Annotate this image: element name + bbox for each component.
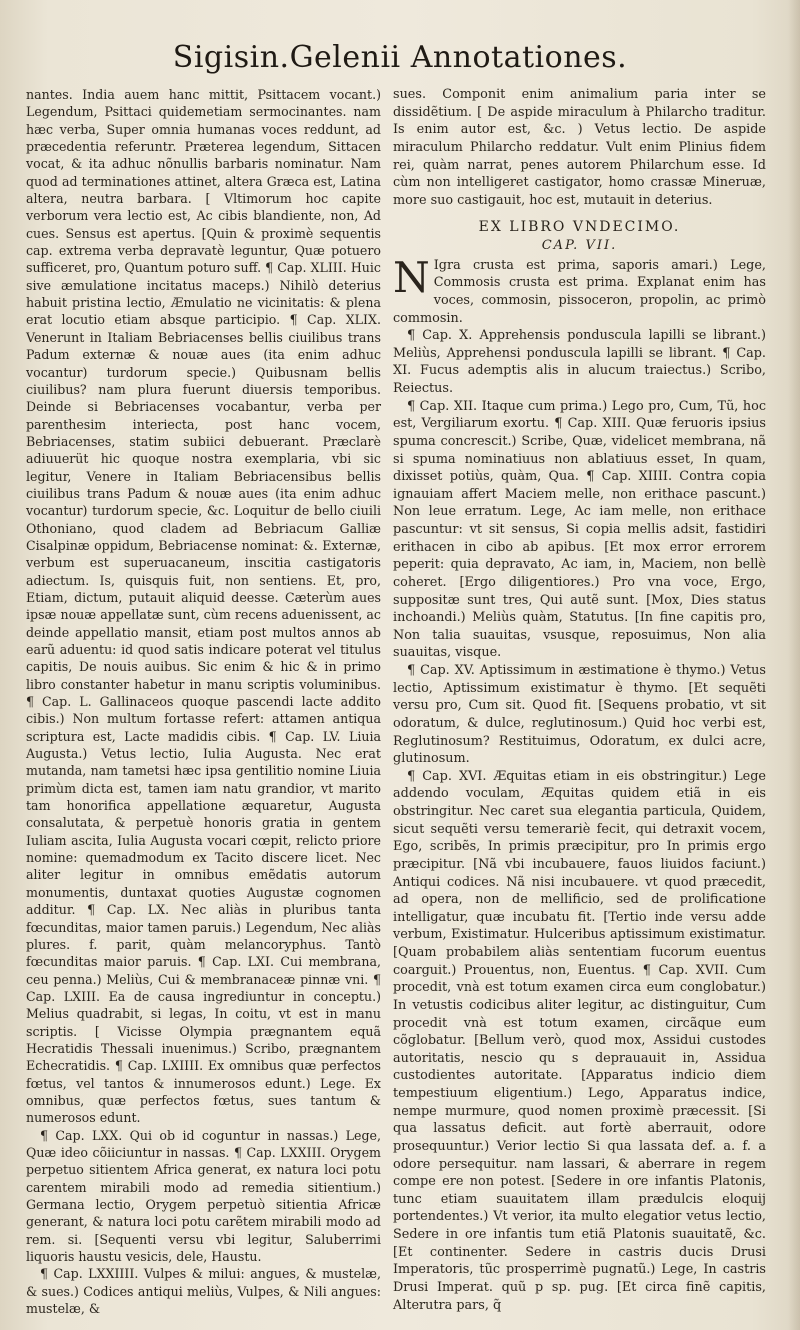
left-column — [26, 86, 381, 1317]
paragraph: ¶ Cap. LXX. Qui ob id coguntur in nassas.) Lege, Quæ ideo cõiiciuntur in nassas. ¶ Cap. LXXIII. Orygem perpetuo sitientem Africa generat, ex natura loci potu carentem mirabili modo ad remedia sitientium.) Germana lectio, Orygem perpetuò sitientia Africæ generant, & natura loci potu carẽtem mirabili modo ad rem. si. [Sequenti versu vbi legitur, Saluberrimi liquoris haustu vesicis, dele, Haustu. — [26, 1127, 381, 1265]
paragraph: ¶ Cap. XVI. Æquitas etiam in eis obstringitur.) Lege addendo voculam, Æquitas quidem etiã in eis obstringitur. Nec caret sua elegantia particula, Quidem, sicut sequẽti versu temerariè fecit, qui detraxit vocem, Ego, scribẽs, In primis præcipitur, pro In primis ergo præcipitur. [Nã vbi incubauere, fauos liuidos faciunt.) Antiqui codices. Nã nisi incubauere. vt quod præcedit, ad opera, non de mellificio, sed de prolificatione intelligatur, quæ incubatu fit. [Tertio inde versu adde verbum, Existimatur. Hulceribus aptissimum existimatur. [Quam probabilem aliàs sententiam fucorum euentus coarguit.) Prouentus, non, Euentus. ¶ Cap. XVII. Cum procedit, vnà est totum examen circa eum conglobatur.) In vetustis codicibus aliter legitur, ac distinguitur, Cum procedit vnà est totum examen, circãque eum cõglobatur. [Bellum verò, quod mox, Assidui custodes autoritatis, nescio qu s deprauauit in, Assidua custodientes autoritate. [Apparatus indicio diem tempestiuum eligentium.) Lego, Apparatus indice, nempe murmure, quod nomen proximè præcessit. [Si qua lassatus deficit. aut fortè aberrauit, odore prosequuntur.) Verior lectio Si qua lassata def. a. f. a odore persequitur. nam lassari, & aberrare in regem compe ere non potest. [Sedere in ore infantis Platonis, tunc etiam suauitatem illam prædulcis eloquij portendentes.) Vt verior, ita multo elegatior vetus lectio, Sedere in ore infantis tum etiã Platonis suauitatẽ, &c. [Et continenter. Sedere in castris ducis Drusi Imperatoris, tũc prosperrimè pugnatũ.) Lege, In castris Drusi Imperat. quũ p sp. pug. [Et circa finẽ capitis, Alterutra pars, q̃ — [393, 768, 766, 1313]
paragraph: ¶ Cap. XII. Itaque cum prima.) Lego pro, Cum, Tũ, hoc est, Vergiliarum exortu. ¶ Cap. XIII. Quæ feruoris ipsius spuma concrescit.) Scribe, Quæ, videlicet membrana, nã si spuma nominatiuus non ablatiuus esset, In quam, dixisset potiùs, quàm, Qua. ¶ Cap. XIIII. Contra copia ignauiam affert Maciem melle, non erithace pascunt.) Non leue erratum. Lege, Ac iam melle, non erithace pascuntur: vt sit sensus, Si copia mellis adsit, fastidiri erithacen in cibo ab apibus. [Et mox error errorem peperit: quia depravato, Ac iam, in, Maciem, non bellè coheret. [Ergo diligentiores.) Pro vna voce, Ergo, suppositæ sunt tres, Qui autẽ sunt. [Mox, Dies status inchoandi.) Meliùs quàm, Statutus. [In fine capitis pro, Non talia suauitas, vsusque, reposuimus, Non alia suauitas, visque. — [393, 398, 766, 661]
page-title: Sigisin.Gelenii Annotationes. — [172, 40, 628, 75]
paragraph — [393, 252, 766, 328]
paragraph: ¶ Cap. X. Apprehensis ponduscula lapilli se librant.) Meliùs, Apprehensi ponduscula lapilli se librant. ¶ Cap. XI. Fucus ademptis alis in alucum traiectus.) Scribo, Reiectus. — [393, 328, 766, 396]
paragraph-text: Igra crusta est prima, saporis amari.) Lege, Commosis crusta est prima. Explanat enim has voces, commosin, pissoceron, propolin, ac primò commosin. — [393, 257, 766, 326]
drop-cap: N — [393, 252, 430, 302]
chapter-heading: CAP. VII. — [541, 238, 618, 253]
book-heading: EX LIBRO VNDECIMO. — [478, 219, 681, 236]
page-edge-shadow — [788, 0, 800, 1330]
paragraph: sues. Componit enim animalium paria inter se dissidẽtium. [ De aspide miraculum à Philarcho traditur. Is enim autor est, &c. ) Vetus lectio. De aspide miraculum Philarcho reddatur. Vult enim Plinius fidem rei, quàm narrat, penes autorem Philarchum esse. Id cùm non intelligeret castigator, homo crassæ Mineruæ, more suo castigauit, hoc est, mutauit in deterius. — [393, 87, 766, 208]
paragraph: nantes. India auem hanc mittit, Psittacem vocant.) Legendum, Psittaci quidemetiam sermocinantes. nam hæc verba, Super omnia humanas voces reddunt, ad præcedentia referuntr. Præterea legendum, Sittacen vocat, & ita adhuc nõnullis barbaris nominatur. Nam quod ad terminationes attinet, altera Græca est, Latina altera, neutra barbara. [ Vltimorum hoc capite verborum vera lectio est, Ac cibis blandiente, non, Ad cues. Sensus est apertus. [Quin & proximè sequentis cap. extrema verba depravatè leguntur, Quæ potuero sufficeret, pro, Quantum poturo suff. ¶ Cap. XLIII. Huic sive æmulatione incitatus maceps.) Nihilò deterius habuit pristina lectio, Æmulatio ne vicinitatis: & plena erat locutio etiam absque participio. ¶ Cap. XLIX. Venerunt in Italiam Bebriacenses bellis ciuilibus trans Padum externæ & nouæ aues (ita enim adhuc vocantur) turdorum specie.) Quibusnam bellis ciuilibus? nam plura fuerunt diuersis temporibus. Deinde si Bebriacenses vocabantur, verba per parenthesim interiecta, post hanc vocem, Bebriacenses, statim subiici debuerant. Præclarè adiuuerüt hic quoque nostra exemplaria, vbi sic legitur, Venere in Italiam Bebriacensibus bellis ciuilibus trans Padum & nouæ aues (ita enim adhuc vocantur) turdorum specie, &c. Loquitur de bello ciuili Othoniano, quod cladem ad Bebriacum Galliæ Cisalpinæ oppidum, Bebriacense nominat: &. Externæ, verbum est superuacaneum, inscitia castigatoris adiectum. Is, quisquis fuit, non sentiens. Et, pro, Etiam, dictum, putauit aliquid deesse. Cæterùm aues ipsæ nouæ appellatæ sunt, cùm recens aduenissent, ac deinde appellatio mansit, etiam post multos annos ab earũ aduentu: id quod satis indicare poterat vel titulus capitis, De nouis auibus. Sic enim & hic & in primo libro constanter habetur in manu scriptis voluminibus. ¶ Cap. L. Gallinaceos quoque pascendi lacte addito cibis.) Non multum fortasse refert: attamen antiqua scriptura est, Lacte madidis cibis. ¶ Cap. LV. Liuia Augusta.) Vetus lectio, Iulia Augusta. Nec erat mutanda, nam tametsi hæc ipsa gentilitio nomine Liuia primùm dicta est, tamen iam natu grandior, vt marito tam honorifica appellatione æquaretur, Augusta consalutata, & perpetuè honoris gratia in gentem Iuliam ascita, Iulia Augusta vocari cœpit, relicto priore nomine: quemadmodum ex Tacito discere licet. Nec aliter legitur in omnibus emẽdatis autorum monumentis, duntaxat quoties Augustæ cognomen additur. ¶ Cap. LX. Nec aliàs in pluribus tanta fœcunditas, maior tamen paruis.) Legendum, Nec aliàs plures. f. parit, quàm melancoryphus. Tantò fœcunditas maior paruis. ¶ Cap. LXI. Cui membrana, ceu penna.) Meliùs, Cui & membranaceæ pinnæ vni. ¶ Cap. LXIII. Ea de causa ingrediuntur in conceptu.) Melius quadrabit, si legas, In coitu, vt est in manu scriptis. [ Vicisse Olympia prægnantem equã Hecratidis Thessali inuenimus.) Scribo, prægnantem Echecratidis. ¶ Cap. LXIIII. Ex omnibus quæ perfectos fœtus, vel tantos & innumerosos edunt.) Lege. Ex omnibus, quæ perfectos fœtus, sues tantum & numerosos edunt. — [26, 87, 381, 1126]
paragraph: ¶ Cap. XV. Aptissimum in æstimatione è thymo.) Vetus lectio, Aptissimum existimatur è thymo. [Et sequẽti versu pro, Cum sit. Quod fit. [Sequens probatio, vt sit odoratum, & dulce, reglutinosum.) Quid hoc verbi est, Reglutinosum? Restituimus, Odoratum, ex dulci acre, glutinosum. — [393, 663, 766, 767]
right-column — [393, 86, 766, 1314]
paragraph: ¶ Cap. LXXIIII. Vulpes & milui: angues, & mustelæ, & sues.) Codices antiqui meliùs, Vulpes, & Nili angues: mustelæ, & — [26, 1266, 381, 1317]
